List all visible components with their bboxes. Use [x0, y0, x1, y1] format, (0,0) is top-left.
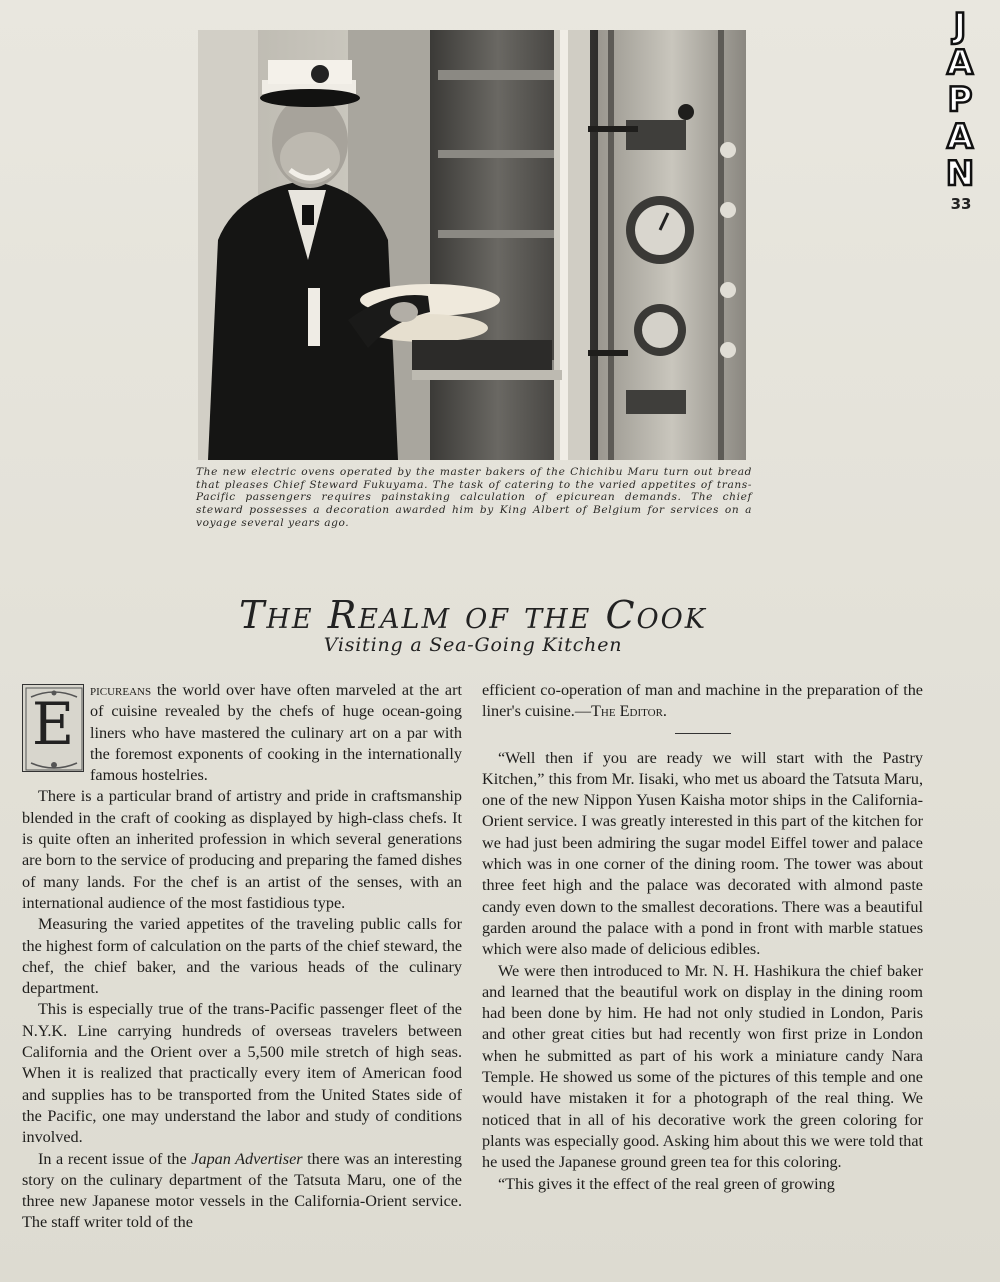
- section-divider: [675, 733, 731, 734]
- photo-caption: The new electric ovens operated by the master bakers of the Chichibu Maru turn out bread that pleases Chief Steward Fukuyama. The task of catering to the varied appetites of trans-Pacific passengers requires painstaking calculation of epicurean demands. The chief steward possesses a decoration awarded him by King Albert of Belgium for services on a voyage several years ago.: [196, 466, 752, 529]
- editor-signature: The Editor.: [591, 702, 667, 721]
- paragraph: [22, 680, 462, 786]
- chief-steward-at-electric-ovens-photo: [198, 30, 746, 460]
- masthead-letter: P: [947, 80, 973, 120]
- masthead-letter: J: [953, 6, 967, 46]
- article-column-right: [482, 680, 923, 1195]
- masthead-letter: N: [945, 154, 975, 194]
- article-subtitle: Visiting a Sea-Going Kitchen: [323, 634, 623, 656]
- opening-smallcaps: picureans: [90, 681, 152, 699]
- paragraph: “This gives it the effect of the real green of growing: [498, 1174, 835, 1193]
- paragraph: [482, 680, 923, 723]
- paragraph: “Well then if you are ready we will start with the Pastry Kitchen,” this from Mr. Iisaki, who met us aboard the Tatsuta Maru, one of the new Nippon Yusen Kaisha motor ships in the California-Orient service. I was greatly interested in this part of the kitchen for we had just been admiring the sugar model Eiffel tower and palace which was in one corner of the dining room. The tower was about three feet high and the palace was decorated with almond paste candy even down to the smallest decorations. There was a beautiful garden around the palace with a pond in front with marble statues which were also made of delicious edibles.: [482, 748, 923, 959]
- paragraph: [22, 1149, 462, 1234]
- masthead-japan: [940, 8, 980, 193]
- article-column-left: [22, 680, 462, 1234]
- paragraph: This is especially true of the trans-Pacific passenger fleet of the N.Y.K. Line carrying hundreds of overseas travelers between California and the Orient over a 5,500 mile stretch of high seas. When it is realized that practically every item of American food and supplies has to be transported from the United States side of the Pacific, one may understand the labor and study of conditions involved.: [22, 1000, 462, 1147]
- paragraph: Measuring the varied appetites of the traveling public calls for the highest form of calculation on the parts of the chief steward, the chef, the chief baker, and the various heads of the culinary department.: [22, 915, 462, 998]
- paragraph: We were then introduced to Mr. N. H. Hashikura the chief baker and learned that the beautiful work on display in the dining room had been done by him. He had not only studied in London, Paris and other great cities but had recently won first prize in London when he submitted as part of his work a miniature candy Nara Temple. He showed us some of the pictures of this temple and one would have mistaken it for a photograph of the real thing. We noticed that in all of his decorative work the green coloring for plants was especially good. Asking him about this we were told that he used the Japanese ground green tea for this coloring.: [482, 961, 923, 1172]
- paragraph-text: there was an interesting story on the culinary department of the Tatsuta Maru, one of the three new Japanese motor vessels in the California-Orient service. The staff writer told of the: [22, 1149, 463, 1232]
- ornamental-dropcap: [22, 684, 84, 772]
- photo-illustration: [198, 30, 746, 460]
- page-number: 33: [950, 195, 972, 213]
- paragraph-text: the world over have often marveled at the art of cuisine revealed by the chefs of huge ocean-going liners who have mastered the culinary art on a par with the foremost exponents of cooking in the internationally famous hostelries.: [90, 681, 462, 785]
- masthead-letter: A: [946, 43, 974, 83]
- publication-title: Japan Advertiser: [191, 1149, 303, 1168]
- paragraph-text: efficient co-operation of man and machine in the preparation of the liner's cuisine.—: [482, 681, 923, 721]
- dropcap-letter: E: [31, 690, 75, 758]
- paragraph-text: In a recent issue of the: [38, 1149, 192, 1168]
- masthead-letter: A: [946, 117, 974, 157]
- article-title: The Realm of the Cook: [239, 593, 707, 638]
- paragraph: There is a particular brand of artistry and pride in craftsmanship blended in the craft of cooking as displayed by high-class chefs. It is quite often an inherited profession in which several generations are born to the service of producing and preparing the famed dishes of many lands. For the chef is an artist of the senses, with an international audience of the most fastidious type.: [22, 787, 462, 912]
